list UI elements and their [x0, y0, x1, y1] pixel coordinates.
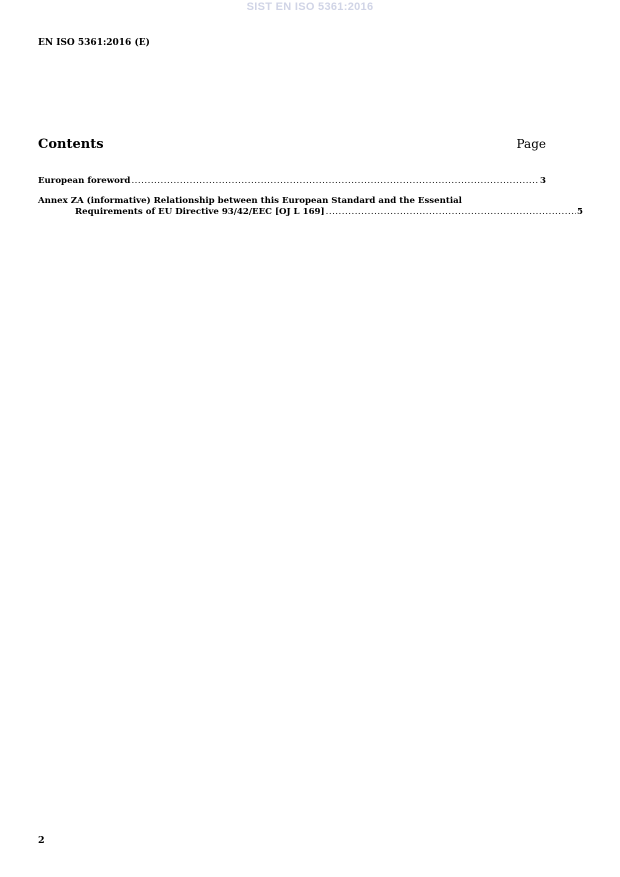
- page-column-label: Page: [516, 137, 546, 151]
- toc-leader-dots: [326, 207, 576, 218]
- toc-entry-title-line1: Annex ZA (informative) Relationship between this European Standard and the Essential: [38, 196, 462, 206]
- toc-entry-title: European foreword: [38, 176, 131, 186]
- watermark: SIST EN ISO 5361:2016: [246, 1, 374, 13]
- toc-entry-page: 5: [577, 207, 583, 217]
- toc-leader-dots: [131, 176, 539, 187]
- toc-entry-european-foreword[interactable]: [38, 176, 546, 187]
- page-number: 2: [38, 835, 45, 846]
- contents-heading-row: [38, 136, 546, 153]
- document-id-header: EN ISO 5361:2016 (E): [38, 38, 150, 48]
- toc-entry-page: 3: [540, 176, 546, 186]
- contents-title: Contents: [38, 137, 104, 152]
- toc-entry-title-line2: Requirements of EU Directive 93/42/EEC [OJ L 169]: [75, 207, 325, 217]
- toc-entry-annex-za[interactable]: [38, 196, 583, 218]
